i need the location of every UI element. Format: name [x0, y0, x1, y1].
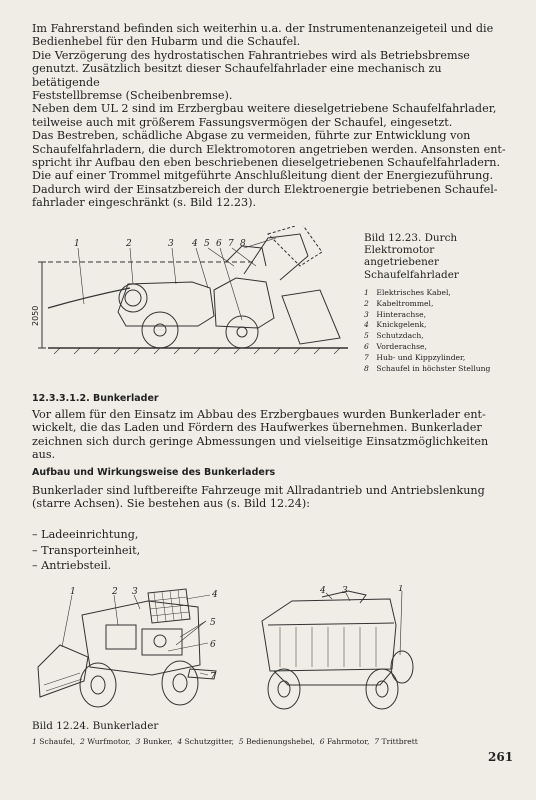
dimension-label: 2050 — [31, 305, 40, 326]
bunkerlader-paragraph — [32, 408, 508, 462]
bunkerlader-rear-view — [262, 591, 413, 709]
text-line: zeichnen sich durch geringe Abmessungen und vielseitige Einsatzmöglichkeiten aus. — [32, 434, 489, 462]
legend-item: 5 Schutzdach, — [364, 331, 424, 341]
legend-item: 1 Elektrisches Kabel, — [364, 288, 451, 297]
callout-label: 1 — [398, 585, 404, 594]
text-line: Die auf einer Trommel mitgeführte Anschlußleitung dient der Energiezuführung. — [32, 169, 494, 183]
text-line: Bunkerlader sind luftbereifte Fahrzeuge mit Allradantrieb und Antriebslenkung — [32, 484, 485, 497]
text-line: Schaufelfahrladern, die durch Elektromotoren angetrieben werden. Ansonsten ent- — [32, 142, 506, 156]
caption-line: Schaufelfahrlader — [364, 268, 459, 281]
callout-label: 4 — [192, 239, 198, 249]
canopy-shape — [226, 246, 266, 266]
rear-wheel-shape — [142, 312, 178, 348]
callout-label: 4 — [320, 586, 326, 596]
callout-label: 3 — [132, 587, 138, 597]
callout-label: 6 — [216, 239, 222, 249]
legend-item: 6 Vorderachse, — [364, 341, 427, 351]
legend-item: 7 Hub- und Kippzylinder, — [364, 352, 466, 362]
ground-hatching — [54, 348, 340, 354]
caption-line: Elektromotor — [364, 244, 435, 257]
wheel-shape — [80, 663, 116, 707]
callout-label: 7 — [210, 672, 216, 682]
figure-12-24-drawing — [30, 585, 510, 717]
text-line: genutzt. Zusätzlich besitzt dieser Schaufelfahrlader eine mechanisch zu betätigende — [32, 62, 442, 89]
legend-item: 2 Kabeltrommel, — [364, 298, 434, 308]
text-line: spricht ihr Aufbau den eben beschriebenen dieselgetriebenen Schaufelfahrladern. — [32, 156, 501, 170]
wheel-shape — [162, 661, 198, 705]
text-line: Vor allem für den Einsatz im Abbau des Erzbergbaues wurden Bunkerlader ent- — [32, 408, 486, 421]
bucket-low-shape — [282, 290, 340, 344]
figure-12-24-caption: Bild 12.24. Bunkerlader — [32, 720, 159, 732]
cable-line — [48, 288, 130, 308]
text-line: Die Verzögerung des hydrostatischen Fahrantriebes wird als Betriebsbremse — [32, 48, 470, 62]
callout-label: 1 — [74, 239, 80, 249]
callout-label: 5 — [210, 618, 216, 628]
text-line: teilweise auch mit größerem Fassungsvermögen der Schaufel, eingesetzt. — [32, 115, 453, 129]
callout-label: 4 — [212, 590, 218, 600]
callout-label: 2 — [112, 587, 118, 597]
callout-label: 6 — [210, 640, 216, 650]
text-line: (starre Achsen). Sie bestehen aus (s. Bild 12.24): — [32, 497, 311, 511]
list-item: – Ladeeinrichtung, — [32, 528, 139, 541]
front-wheel-shape — [226, 316, 258, 348]
list-item: – Transporteinheit, — [32, 543, 141, 557]
section-heading-aufbau: Aufbau und Wirkungsweise des Bunkerladers — [32, 467, 276, 478]
caption-line: Bild 12.23. Durch — [364, 232, 458, 244]
text-line: Neben dem UL 2 sind im Erzbergbau weitere dieselgetriebene Schaufelfahrlader, — [32, 102, 497, 116]
legend-item: 8 Schaufel in höchster Stellung — [364, 363, 491, 373]
callout-label: 1 — [70, 587, 76, 597]
front-body-shape — [214, 278, 274, 328]
text-line: Feststellbremse (Scheibenbremse). — [32, 89, 233, 103]
text-line: wickelt, die das Laden und Fördern des Haufwerkes übernehmen. Bunkerlader — [32, 421, 482, 435]
caption-line: angetriebener — [364, 256, 439, 269]
callout-label: 3 — [342, 586, 348, 596]
boom-shape — [244, 234, 308, 280]
bucket-high-shape — [268, 226, 322, 266]
aufbau-paragraph — [32, 484, 508, 511]
text-line: fahrlader eingeschränkt (s. Bild 12.23). — [32, 196, 257, 210]
callout-label: 2 — [126, 239, 132, 249]
legend-item: 3 Hinterachse, — [364, 309, 427, 319]
list-item: – Antriebsteil. — [32, 559, 112, 573]
figure-12-23-caption — [364, 232, 514, 281]
figure-12-23-drawing — [30, 226, 360, 366]
legend-item: 4 Knickgelenk, — [364, 320, 427, 330]
callout-label: 5 — [204, 239, 210, 249]
wheel-shape — [366, 669, 398, 709]
text-line: Im Fahrerstand befinden sich weiterhin u.a. der Instrumentenanzeigeteil und die — [32, 22, 494, 35]
callout-label: 7 — [228, 239, 234, 249]
callout-label: 3 — [168, 239, 174, 249]
intro-paragraph — [32, 22, 508, 210]
wheel-shape — [268, 669, 300, 709]
page-number: 261 — [488, 750, 514, 764]
figure-12-23-legend — [364, 288, 534, 374]
callout-label: 8 — [240, 239, 246, 249]
motor-shape — [106, 625, 136, 649]
figure-12-24-legend: 1 Schaufel, 2 Wurfmotor, 3 Bunker, 4 Schutzgitter, 5 Bedienungshebel, 6 Fahrmotor, 7 Trittbrett — [32, 737, 418, 746]
component-list — [32, 527, 140, 574]
section-heading-bunkerlader: 12.3.3.1.2. Bunkerlader — [32, 393, 159, 404]
text-line: Das Bestreben, schädliche Abgase zu vermeiden, führte zur Entwicklung von — [32, 129, 471, 143]
bunkerlader-front-view — [38, 589, 216, 707]
text-line: Bedienhebel für den Hubarm und die Schaufel. — [32, 35, 301, 49]
rear-body-shape — [118, 282, 214, 326]
text-line: Dadurch wird der Einsatzbereich der durch Elektroenergie betriebenen Schaufel- — [32, 182, 498, 196]
